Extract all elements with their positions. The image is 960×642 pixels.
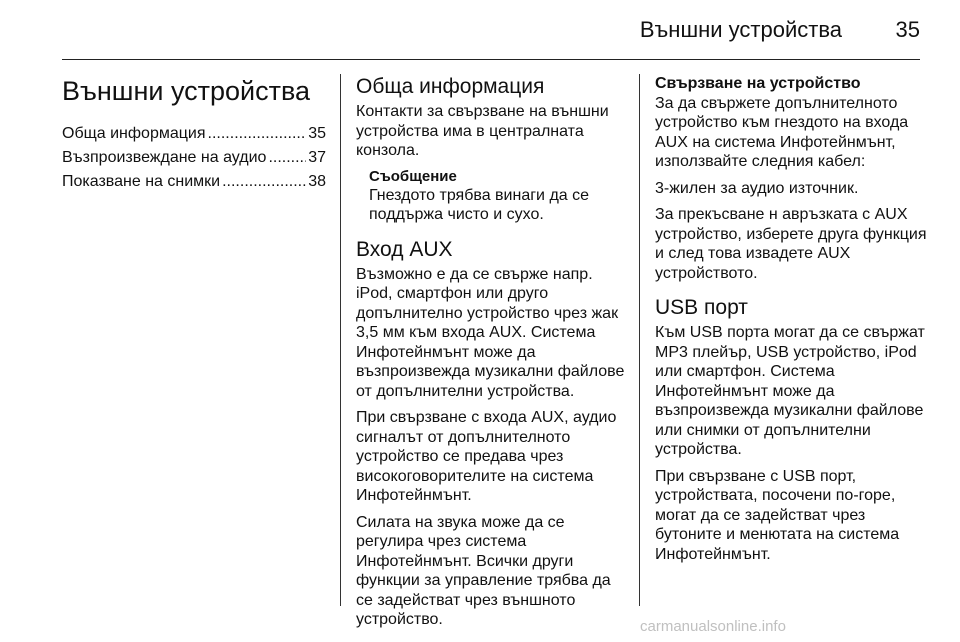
aux-paragraph: При свързване с входа AUX, аудио сигналът от допълнителното устройство се предава чрез високоговорителите на система Инфотейнмънт. <box>356 409 617 504</box>
toc-leader <box>268 146 306 170</box>
toc-leader <box>222 170 306 194</box>
right-column <box>655 74 927 571</box>
aux-paragraph: Силата на звука може да се регулира чрез система Инфотейнмънт. Всички други функции за управление трябва да се задействат чрез външното устройство. <box>356 513 611 628</box>
general-intro: Контакти за свързване на външни устройства има в централната конзола. <box>356 103 609 159</box>
toc-entry-label: Възпроизвеждане на аудио <box>62 149 267 166</box>
general-heading: Обща информация <box>356 75 545 98</box>
toc-entry-page: 37 <box>308 149 326 166</box>
connect-paragraph: За да свържете допълнителното устройство към гнездото на входа AUX на система Инфотейнмънт, използвайте следния кабел: <box>655 94 909 170</box>
toc-column <box>62 74 326 194</box>
chapter-title: Външни устройства <box>62 76 311 106</box>
connect-paragraph: За прекъсване н авръзката с AUX устройство, изберете друга функция и след това извадете AUX устройството. <box>655 206 927 282</box>
toc-entry-page: 35 <box>308 125 326 142</box>
header-rule <box>62 59 920 60</box>
column-divider-2 <box>639 74 640 606</box>
toc-entry-page: 38 <box>308 173 326 190</box>
page-number: 35 <box>895 17 920 42</box>
toc-entry[interactable] <box>62 122 326 146</box>
watermark: carmanualsonline.info <box>640 618 786 635</box>
column-divider-1 <box>340 74 341 606</box>
usb-heading: USB порт <box>655 296 748 319</box>
running-header-title: Външни устройства <box>639 17 842 42</box>
middle-column <box>356 74 628 637</box>
note-box <box>356 168 628 225</box>
aux-heading: Вход AUX <box>356 237 453 261</box>
aux-paragraph: Възможно е да се свърже напр. iPod, смартфон или друго допълнително устройство чрез жак 3,5 мм към входа AUX. Система Инфотейнмънт може да възпроизвежда музикални файлове от допълнителни устройства. <box>356 265 625 400</box>
toc-entry[interactable] <box>62 146 326 170</box>
toc-entry-label: Показване на снимки <box>62 173 221 190</box>
usb-paragraph: При свързване с USB порт, устройствата, посочени по-горе, могат да се задействат чрез бутоните и менютата на система Инфотейнмънт. <box>655 467 900 563</box>
toc-leader <box>208 122 307 146</box>
note-text: Гнездото трябва винаги да се поддържа чисто и сухо. <box>369 186 590 223</box>
connect-paragraph: 3-жилен за аудио източник. <box>655 179 859 197</box>
connect-heading: Свързване на устройство <box>655 75 861 92</box>
note-title: Съобщение <box>369 167 457 185</box>
usb-paragraph: Към USB порта могат да се свържат MP3 плейър, USB устройство, iPod или смартфон. Система Инфотейнмънт може да възпроизвежда музикални файлове или снимки от допълнителни устройства. <box>655 324 925 458</box>
toc-entry-label: Обща информация <box>62 125 206 142</box>
toc-entry[interactable] <box>62 170 326 194</box>
